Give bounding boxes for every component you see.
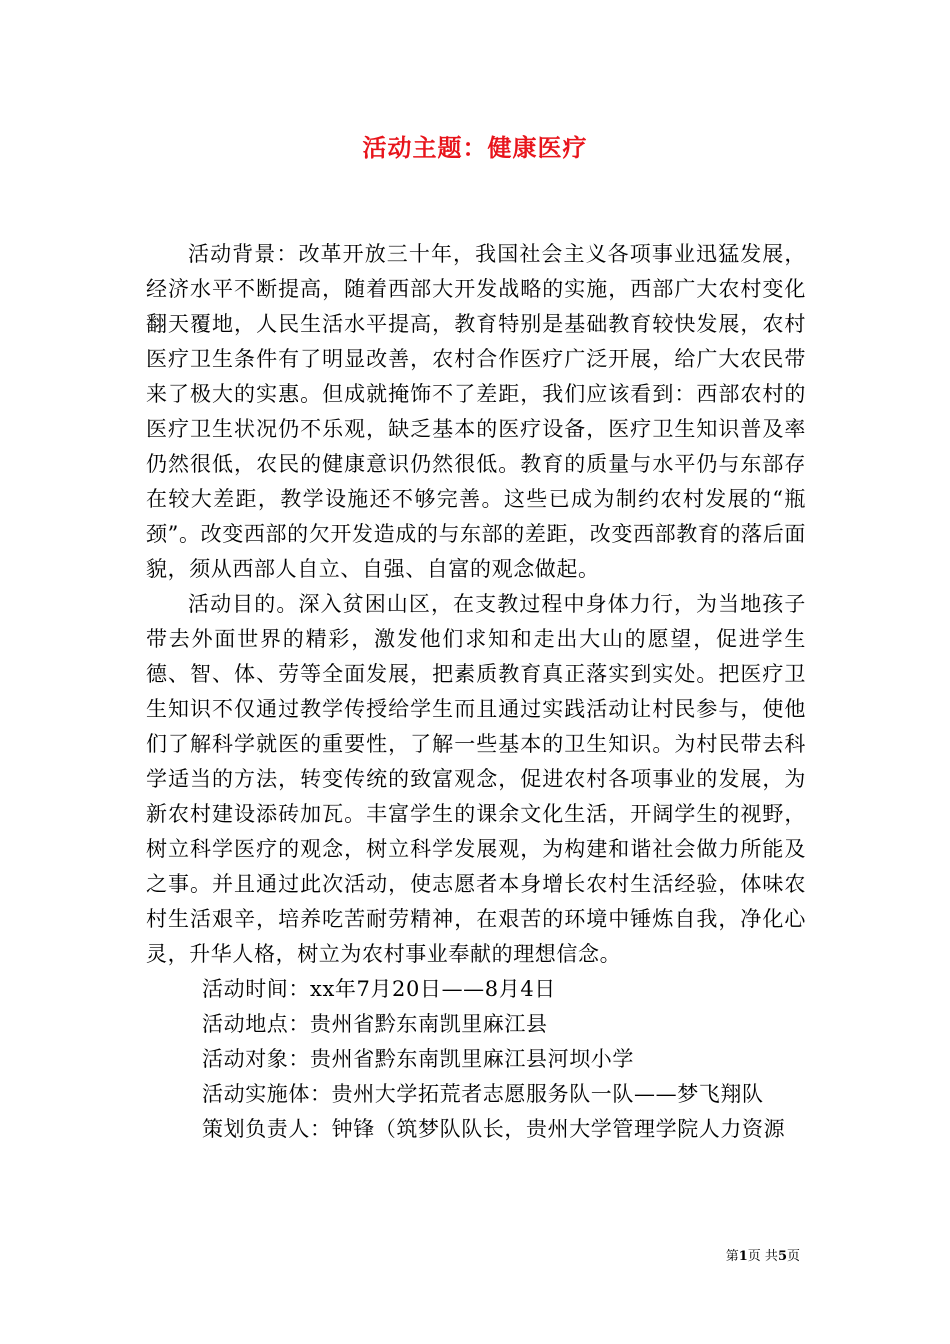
footer-total-pages: 5 — [777, 1249, 787, 1264]
document-title: 活动主题：健康医疗 — [362, 133, 588, 162]
footer-current-page: 1 — [738, 1249, 748, 1264]
document-body — [146, 237, 806, 1147]
info-time: 活动时间：xx年7月20日——8月4日 — [202, 977, 556, 1001]
info-implementer: 活动实施体：贵州大学拓荒者志愿服务队一队——梦飞翔队 — [202, 1082, 764, 1106]
paragraph-purpose: 活动目的。深入贫困山区，在支教过程中身体力行，为当地孩子带去外面世界的精彩，激发他们求知和走出大山的愿望，促进学生德、智、体、劳等全面发展，把素质教育真正落实到实处。把医疗卫生知识不仅通过教学传授给学生而且通过实践活动让村民参与，使他们了解科学就医的重要性，了解一些基本的卫生知识。为村民带去科学适当的方法，转变传统的致富观念，促进农村各项事业的发展，为新农村建设添砖加瓦。丰富学生的课余文化生活，开阔学生的视野，树立科学医疗的观念，树立科学发展观，为构建和谐社会做力所能及之事。并且通过此次活动，使志愿者本身增长农村生活经验，体味农村生活艰辛，培养吃苦耐劳精神，在艰苦的环境中锤炼自我，净化心灵，升华人格，树立为农村事业奉献的理想信念。 — [146, 592, 806, 966]
footer-middle: 页 共 — [747, 1249, 778, 1264]
paragraph-background: 活动背景：改革开放三十年，我国社会主义各项事业迅猛发展，经济水平不断提高，随着西部大开发战略的实施，西部广大农村变化翻天覆地，人民生活水平提高，教育特别是基础教育较快发展，农村医疗卫生条件有了明显改善，农村合作医疗广泛开展，给广大农民带来了极大的实惠。但成就掩饰不了差距，我们应该看到：西部农村的医疗卫生状况仍不乐观，缺乏基本的医疗设备，医疗卫生知识普及率仍然很低，农民的健康意识仍然很低。教育的质量与水平仍与东部存在较大差距，教学设施还不够完善。这些已成为制约农村发展的“瓶颈”。改变西部的欠开发造成的与东部的差距，改变西部教育的落后面貌，须从西部人自立、自强、自富的观念做起。 — [146, 242, 806, 581]
footer-prefix: 第 — [725, 1249, 739, 1264]
info-planner: 策划负责人：钟锋（筑梦队队长，贵州大学管理学院人力资源 — [202, 1117, 786, 1141]
footer-suffix: 页 — [786, 1249, 800, 1264]
page-footer — [726, 1248, 800, 1266]
info-target: 活动对象：贵州省黔东南凯里麻江县河坝小学 — [202, 1047, 634, 1071]
info-location: 活动地点：贵州省黔东南凯里麻江县 — [202, 1012, 548, 1036]
